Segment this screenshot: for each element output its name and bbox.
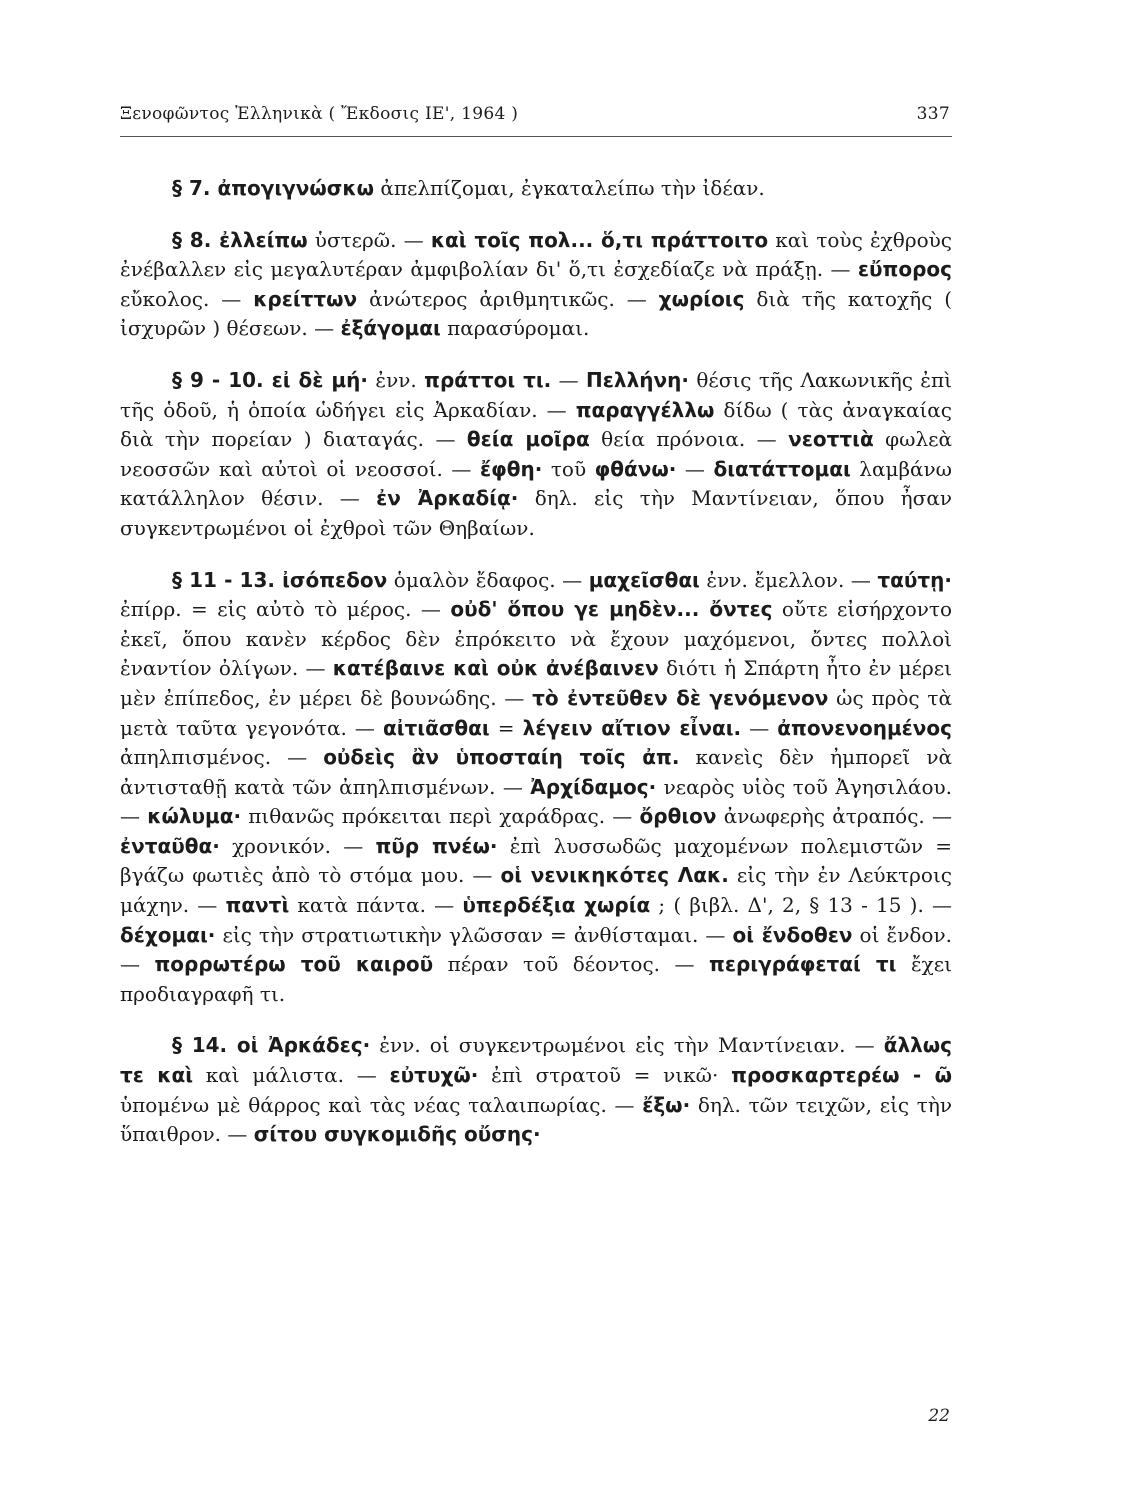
gloss-text: — — [551, 367, 587, 392]
gloss-text: καὶ μάλιστα. — — [193, 1063, 390, 1088]
header-rule — [120, 136, 952, 137]
lemma-term: προσκαρτερέω - ῶ — [731, 1063, 952, 1088]
lemma-term: εὐτυχῶ· — [389, 1063, 479, 1088]
lemma-term: § 11 - 13. — [172, 567, 283, 592]
gloss-text: εὔκολος. — — [120, 286, 254, 311]
lemma-term: τὸ ἐντεῦθεν δὲ γενόμενον — [532, 685, 829, 710]
commentary-paragraph — [120, 566, 952, 1010]
signature-mark: 22 — [928, 1406, 950, 1426]
commentary-paragraph — [120, 1031, 952, 1149]
lemma-term: ταύτῃ· — [877, 567, 952, 592]
gloss-text: θέσις τῆς Λακωνικῆς ἐπὶ τῆς ὁδοῦ, ἡ ὁποία ὡδήγει εἰς Ἀρκαδίαν. — — [120, 367, 953, 422]
lemma-term: οἱ νενικηκότες Λακ. — [500, 863, 729, 888]
lemma-term: ἐλλείπω — [219, 227, 308, 252]
lemma-term: § 9 - 10. — [172, 367, 272, 392]
lemma-term: ὑπερδέξια χωρία — [462, 893, 651, 918]
gloss-text: ἀνώτερος ἀριθμητικῶς. — — [357, 286, 659, 311]
lemma-term: δέχομαι· — [120, 922, 216, 947]
lemma-term: χωρίοις — [658, 286, 745, 311]
gloss-text: ἀνωφερὴς ἀτραπός. — — [716, 804, 952, 829]
lemma-term: οἱ Ἀρκάδες· — [236, 1033, 371, 1058]
commentary-body — [120, 174, 952, 1150]
gloss-text: καὶ τοὺς ἐχθροὺς ἐνέβαλλεν εἰς μεγαλυτέραν ἀμφιβολίαν δι' ὅ,τι ἐσχεδίαζε νὰ πράξῃ. — — [120, 227, 953, 282]
gloss-text: νεαρὸς υἱὸς τοῦ Ἀγησιλάου. — — [120, 774, 952, 829]
gloss-text: ἀπελπίζομαι, ἐγκαταλείπω τὴν ἰδέαν. — [373, 176, 765, 200]
lemma-term: κρείττων — [253, 286, 358, 311]
gloss-text: κανεὶς δὲν ἠμπορεῖ νὰ ἀντισταθῇ κατὰ τῶν ἀπηλπισμένων. — — [120, 745, 952, 799]
gloss-text: ἐπίρρ. = εἰς αὐτὸ τὸ μέρος. — — [120, 597, 451, 622]
lemma-term: ἔφθη· — [479, 456, 543, 481]
gloss-text: ἐπὶ λυσσωδῶς μαχομένων πολεμιστῶν = βγάζω φωτιὲς ἀπὸ τὸ στόμα μου. — — [120, 833, 952, 888]
gloss-text: δηλ. εἰς τὴν Μαντίνειαν, ὅπου ἦσαν συγκεντρωμένοι οἱ ἐχθροὶ τῶν Θηβαίων. — [120, 486, 952, 540]
lemma-term: οὐδ' ὅπου γε μηδὲν... ὄντες — [450, 597, 773, 622]
gloss-text: = — [489, 715, 523, 740]
lemma-term: ἐν Ἀρκαδίᾳ· — [376, 486, 519, 511]
gloss-text: διὰ τῆς κατοχῆς ( ἰσχυρῶν ) θέσεων. — — [120, 286, 952, 341]
gloss-text: κατὰ πάντα. — — [289, 893, 463, 918]
gloss-text: ὑπομένω μὲ θάρρος καὶ τὰς νέας ταλαιπωρίας. — — [120, 1092, 643, 1117]
lemma-term: θεία μοῖρα — [466, 427, 590, 452]
gloss-text: ἐνν. — [367, 367, 425, 392]
lemma-term: φθάνω· — [594, 456, 677, 481]
lemma-term: πῦρ πνέω· — [375, 833, 498, 858]
gloss-text: εἰς τὴν ἐν Λεύκτροις μάχην. — — [120, 863, 952, 918]
gloss-text: χρονικόν. — — [219, 833, 376, 858]
lemma-term: διατάττομαι — [713, 456, 851, 481]
commentary-paragraph — [120, 366, 952, 544]
lemma-term: § 7. — [172, 176, 218, 200]
lemma-term: παντὶ — [225, 893, 290, 918]
lemma-term: § 8. — [172, 227, 220, 252]
lemma-term: § 14. — [172, 1033, 237, 1058]
gloss-text: ἐπὶ στρατοῦ = νικῶ· — [478, 1063, 732, 1088]
lemma-term: πράττοι τι. — [424, 367, 552, 392]
lemma-term: κώλυμα· — [147, 804, 242, 829]
lemma-term: εἰ δὲ μή· — [271, 367, 368, 392]
gloss-text: ὡς πρὸς τὰ μετὰ ταῦτα γεγονότα. — — [120, 685, 953, 740]
gloss-text: ὁμαλὸν ἔδαφος. — — [387, 567, 589, 592]
lemma-term: ἰσόπεδον — [282, 567, 388, 592]
gloss-text: ἐνν. ἔμελλον. — — [699, 567, 878, 592]
lemma-term: Ἀρχίδαμος· — [530, 774, 657, 799]
lemma-term: νεοττιὰ — [788, 427, 874, 452]
lemma-term: αἰτιᾶσθαι — [383, 715, 490, 740]
gloss-text: — — [741, 715, 778, 740]
lemma-term: περιγράφεταί τι — [709, 952, 897, 977]
commentary-paragraph — [120, 226, 952, 344]
commentary-paragraph — [120, 174, 952, 204]
gloss-text: λαμβάνω κατάλληλον θέσιν. — — [120, 456, 952, 511]
gloss-text: ἔχει προδιαγραφῆ τι. — [120, 952, 953, 1006]
gloss-text: ἐνν. οἱ συγκεντρωμένοι εἰς τὴν Μαντίνειαν. — — [370, 1033, 884, 1058]
lemma-term: Πελλήνη· — [586, 367, 689, 392]
gloss-text: οἱ ἔνδον. — — [120, 922, 952, 977]
gloss-text: πιθανῶς πρόκειται περὶ χαράδρας. — — [241, 804, 640, 829]
lemma-term: παραγγέλλω — [575, 397, 715, 422]
lemma-term: εὔπορος — [857, 257, 952, 282]
gloss-text: δηλ. τῶν τειχῶν, εἰς τὴν ὕπαιθρον. — — [120, 1092, 952, 1147]
gloss-text: εἰς τὴν στρατιωτικὴν γλῶσσαν = ἀνθίσταμαι. — — [215, 922, 733, 947]
gloss-text: δίδω ( τὰς ἀναγκαίας διὰ τὴν πορείαν ) διαταγάς. — — [120, 397, 952, 452]
gloss-text: ἀπηλπισμένος. — — [120, 745, 324, 770]
lemma-term: καὶ τοῖς πολ... ὅ,τι πράττοιτο — [430, 227, 769, 252]
lemma-term: πορρωτέρω τοῦ καιροῦ — [154, 952, 434, 977]
lemma-term: ἐξάγομαι — [340, 316, 441, 341]
page-number: 337 — [916, 104, 950, 124]
header-title: Ξενοφῶντος Ἑλληνικὰ ( Ἔκδοσις ΙΕ', 1964 ) — [120, 104, 519, 124]
lemma-term: ὄρθιον — [639, 804, 717, 829]
gloss-text: οὔτε εἰσήρχοντο ἐκεῖ, ὅπου κανὲν κέρδος δὲν ἐπρόκειτο νὰ ἔχουν μαχόμενοι, ὄντες πολλοὶ ἐναντίον ὀλίγων. — — [120, 597, 952, 681]
gloss-text: φωλεὰ νεοσσῶν καὶ αὐτοὶ οἱ νεοσσοί. — — [120, 427, 952, 481]
gloss-text: ὑστερῶ. — — [307, 227, 431, 252]
lemma-term: ἀπονενοημένος — [777, 715, 953, 740]
lemma-term: ἔξω· — [642, 1092, 691, 1117]
gloss-text: ; ( βιβλ. Δ', 2, § 13 - 15 ). — — [650, 893, 953, 918]
gloss-text: — — [676, 456, 714, 481]
lemma-term: λέγειν αἴτιον εἶναι. — [522, 715, 742, 740]
lemma-term: ἀπογιγνώσκω — [217, 176, 374, 200]
lemma-term: ἄλλως τε καὶ — [120, 1033, 952, 1088]
lemma-term: κατέβαινε καὶ οὐκ ἀνέβαινεν — [332, 656, 659, 681]
lemma-term: οἱ ἔνδοθεν — [732, 922, 853, 947]
gloss-text: παρασύρομαι. — [440, 316, 590, 341]
gloss-text: διότι ἡ Σπάρτη ἦτο ἐν μέρει μὲν ἐπίπεδος, ἐν μέρει δὲ βουνώδης. — — [120, 656, 953, 710]
lemma-term: ἐνταῦθα· — [120, 833, 220, 858]
lemma-term: μαχεῖσθαι — [588, 567, 700, 592]
lemma-term: σίτου συγκομιδῆς οὔσης· — [253, 1122, 541, 1147]
gloss-text: πέραν τοῦ δέοντος. — — [433, 952, 709, 977]
lemma-term: οὐδεὶς ἂν ὑποσταίη τοῖς ἀπ. — [323, 745, 680, 770]
gloss-text: τοῦ — [542, 456, 595, 481]
gloss-text: θεία πρόνοια. — — [589, 427, 789, 452]
